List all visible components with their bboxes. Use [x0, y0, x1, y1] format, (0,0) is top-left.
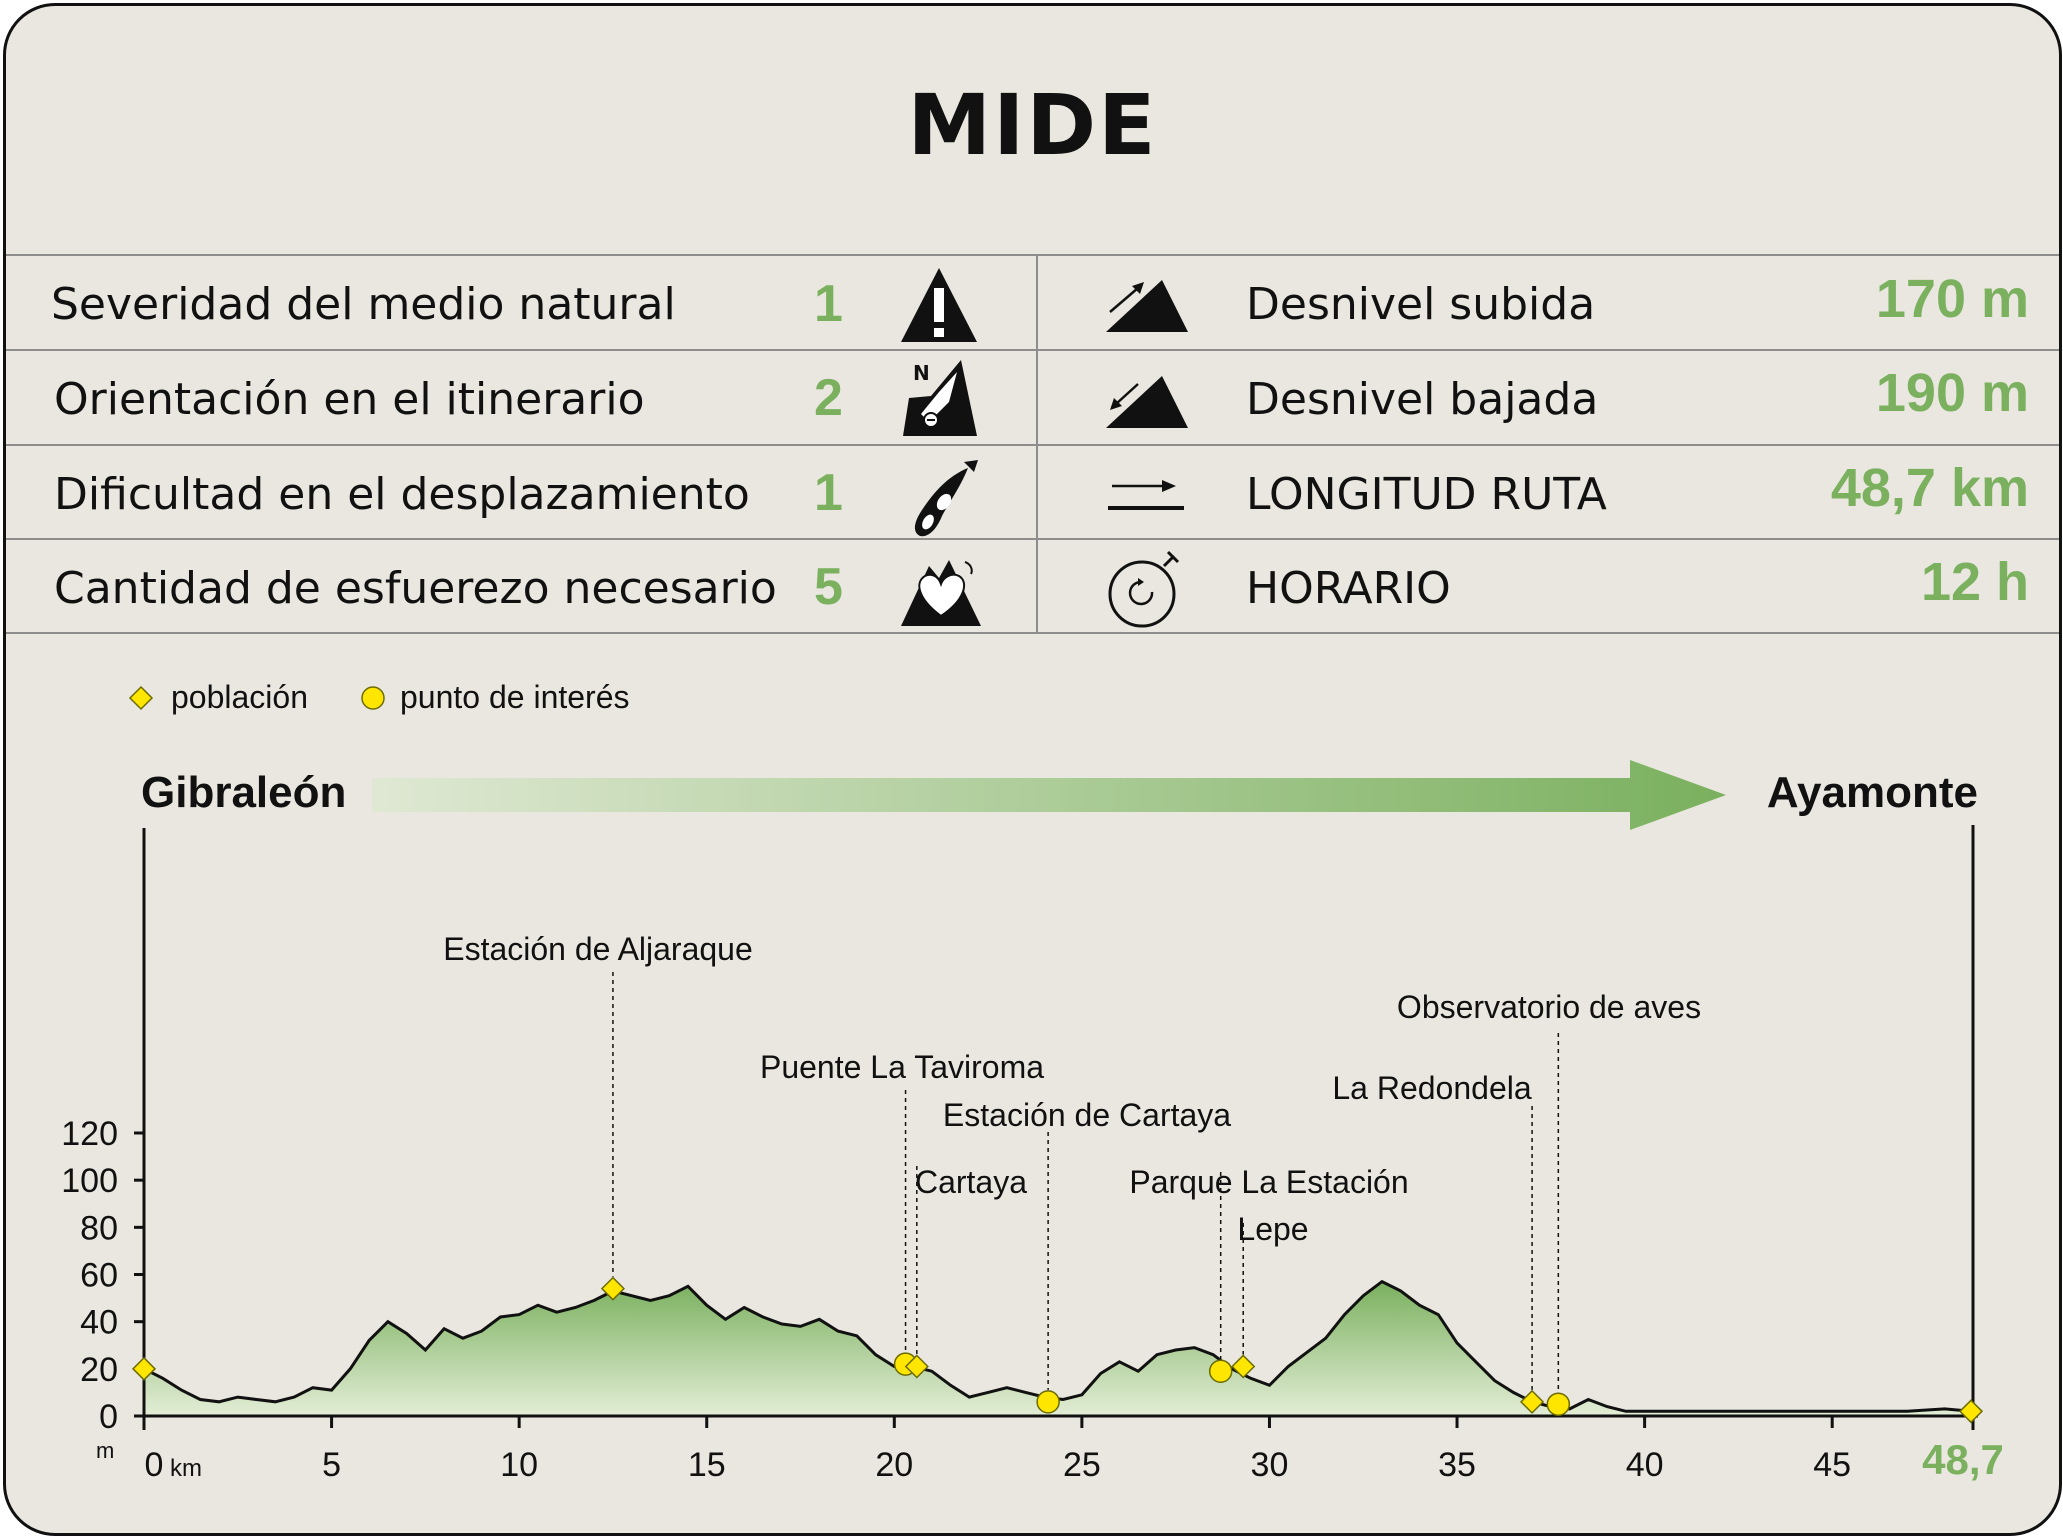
- y-tick-label: 100: [61, 1162, 118, 1201]
- mide-severity-value: 1: [814, 275, 843, 333]
- x-axis-unit: km: [170, 1455, 202, 1482]
- y-tick-label: 0: [99, 1398, 118, 1436]
- x-tick-label: 35: [1438, 1446, 1476, 1484]
- mide-length-label: LONGITUD RUTA: [1246, 469, 1607, 520]
- x-tick-label: 20: [875, 1446, 914, 1484]
- x-tick-label: 25: [1062, 1446, 1101, 1484]
- page-title: MIDE: [907, 76, 1158, 174]
- mide-length-value: 48,7 km: [1830, 458, 2029, 518]
- annotation-label: Parque La Estación: [1129, 1164, 1409, 1200]
- mide-effort-value: 5: [814, 558, 843, 616]
- mide-descent-label: Desnivel bajada: [1246, 374, 1599, 425]
- mide-difficulty-value: 1: [814, 464, 843, 522]
- poi-marker: [1037, 1391, 1059, 1413]
- legend-label: punto de interés: [400, 679, 630, 715]
- y-tick-label: 40: [80, 1303, 118, 1342]
- mide-difficulty-label: Dificultad en el desplazamiento: [54, 469, 750, 520]
- mide-time-value: 12 h: [1920, 552, 2029, 612]
- town-marker: [1960, 1400, 1982, 1422]
- x-tick-label: 15: [687, 1446, 726, 1484]
- y-tick-label: 20: [80, 1350, 118, 1389]
- poi-marker: [1210, 1360, 1232, 1382]
- annotation-label: Observatorio de aves: [1396, 989, 1702, 1025]
- x-tick-label: 0: [144, 1446, 164, 1484]
- y-axis-unit: m: [96, 1438, 115, 1463]
- x-tick-label: 30: [1250, 1446, 1289, 1484]
- end-location-label: Ayamonte: [1766, 768, 1978, 817]
- x-tick-label: 10: [500, 1446, 539, 1484]
- y-tick-label: 80: [80, 1209, 118, 1248]
- poi-marker: [1547, 1393, 1569, 1415]
- x-tick-label: 5: [322, 1446, 342, 1484]
- annotation-label: Lepe: [1237, 1211, 1309, 1247]
- x-tick-label: 40: [1625, 1446, 1664, 1484]
- x-tick-label: 45: [1813, 1446, 1852, 1484]
- annotation-label: Estación de Cartaya: [942, 1097, 1232, 1133]
- legend-diamond-marker: [130, 687, 152, 709]
- mide-orientation-label: Orientación en el itinerario: [54, 374, 645, 425]
- legend-circle-marker: [362, 687, 384, 709]
- svg-text:N: N: [913, 361, 930, 385]
- annotation-label: Estación de Aljaraque: [443, 931, 753, 967]
- x-end-label: 48,7: [1922, 1436, 2004, 1483]
- mide-effort-label: Cantidad de esfuerezo necesario: [54, 563, 777, 614]
- mide-descent-value: 190 m: [1875, 363, 2029, 423]
- mide-time-label: HORARIO: [1246, 563, 1451, 614]
- annotation-label: La Redondela: [1332, 1070, 1532, 1106]
- y-tick-label: 60: [80, 1256, 118, 1295]
- mide-ascent-label: Desnivel subida: [1246, 279, 1596, 330]
- mide-ascent-value: 170 m: [1875, 269, 2029, 329]
- annotation-label: Cartaya: [914, 1164, 1028, 1200]
- legend-label: población: [171, 679, 308, 715]
- start-location-label: Gibraleón: [141, 768, 347, 817]
- direction-arrow: [372, 760, 1726, 830]
- mide-severity-label: Severidad del medio natural: [51, 279, 676, 330]
- annotation-label: Puente La Taviroma: [759, 1049, 1045, 1085]
- mide-orientation-value: 2: [814, 369, 843, 427]
- y-tick-label: 120: [61, 1115, 118, 1153]
